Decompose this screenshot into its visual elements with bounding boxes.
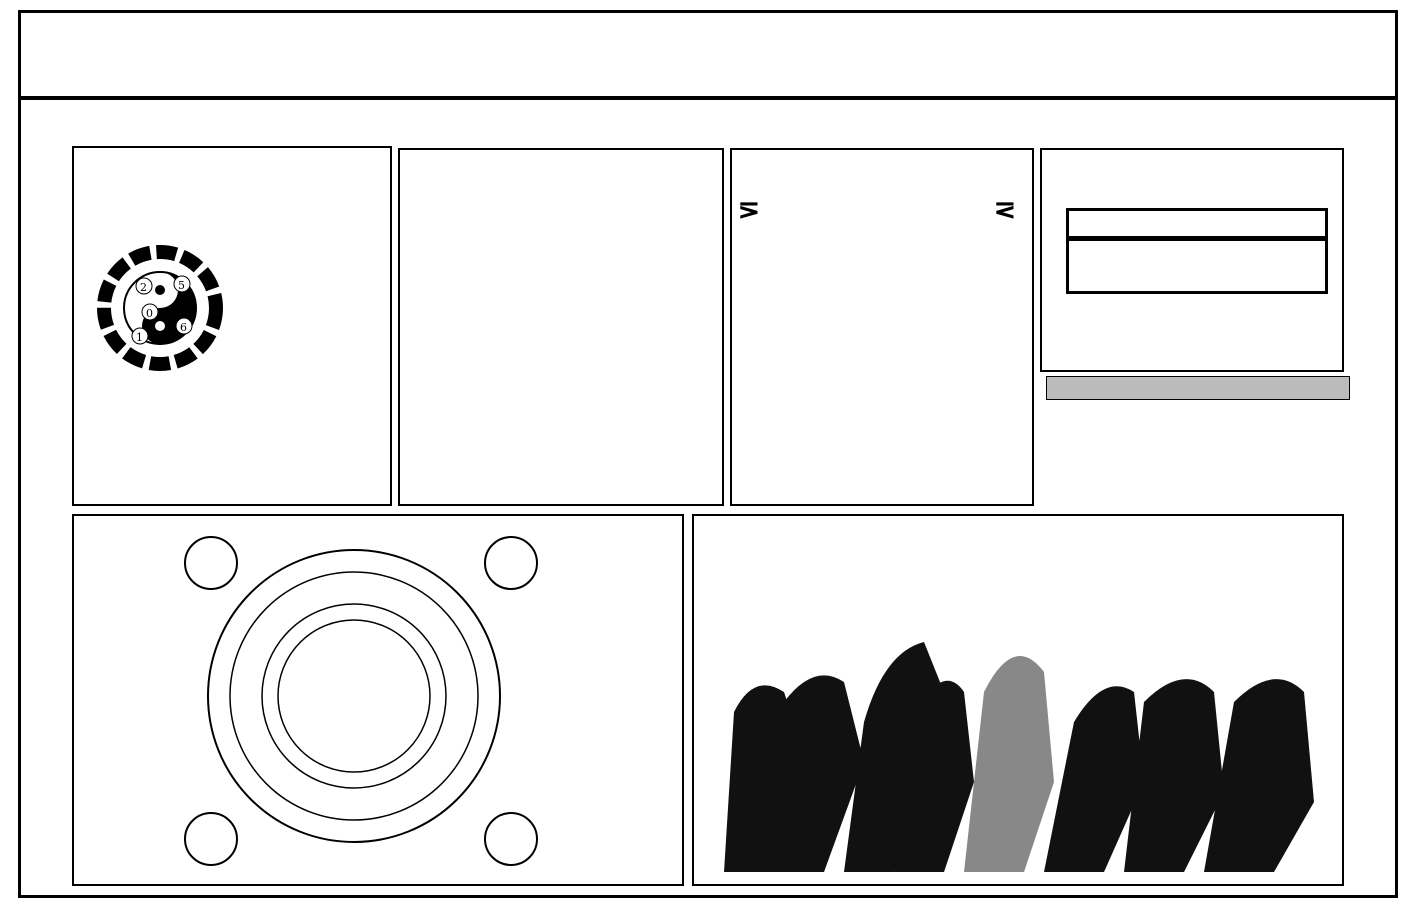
brand-marquee-left <box>32 140 66 890</box>
hot-title <box>1046 376 1350 400</box>
brand-marquee-top <box>34 104 1364 134</box>
wheel-panel <box>72 514 684 886</box>
horses-panel <box>692 514 1344 886</box>
poem-panel <box>398 148 724 506</box>
tip-left-arrow: ⋝ <box>738 194 760 224</box>
horses-image <box>714 632 1324 872</box>
abacus-image <box>1066 208 1328 294</box>
bagua-diagram <box>80 230 240 380</box>
svg-text:6: 6 <box>180 321 187 334</box>
svg-text:1: 1 <box>136 331 143 344</box>
hot-analysis <box>1046 376 1350 400</box>
number-wheel <box>204 546 504 846</box>
svg-text:5: 5 <box>178 279 185 292</box>
bagua-panel <box>72 146 392 506</box>
abacus-panel <box>1040 148 1344 372</box>
svg-text:0: 0 <box>146 307 153 320</box>
horse-tip-panel <box>730 148 1034 506</box>
tip-right-arrow: ⋜ <box>994 194 1016 224</box>
svg-text:2: 2 <box>140 281 147 294</box>
brand-marquee-right <box>1362 140 1396 890</box>
header-divider <box>18 96 1398 100</box>
